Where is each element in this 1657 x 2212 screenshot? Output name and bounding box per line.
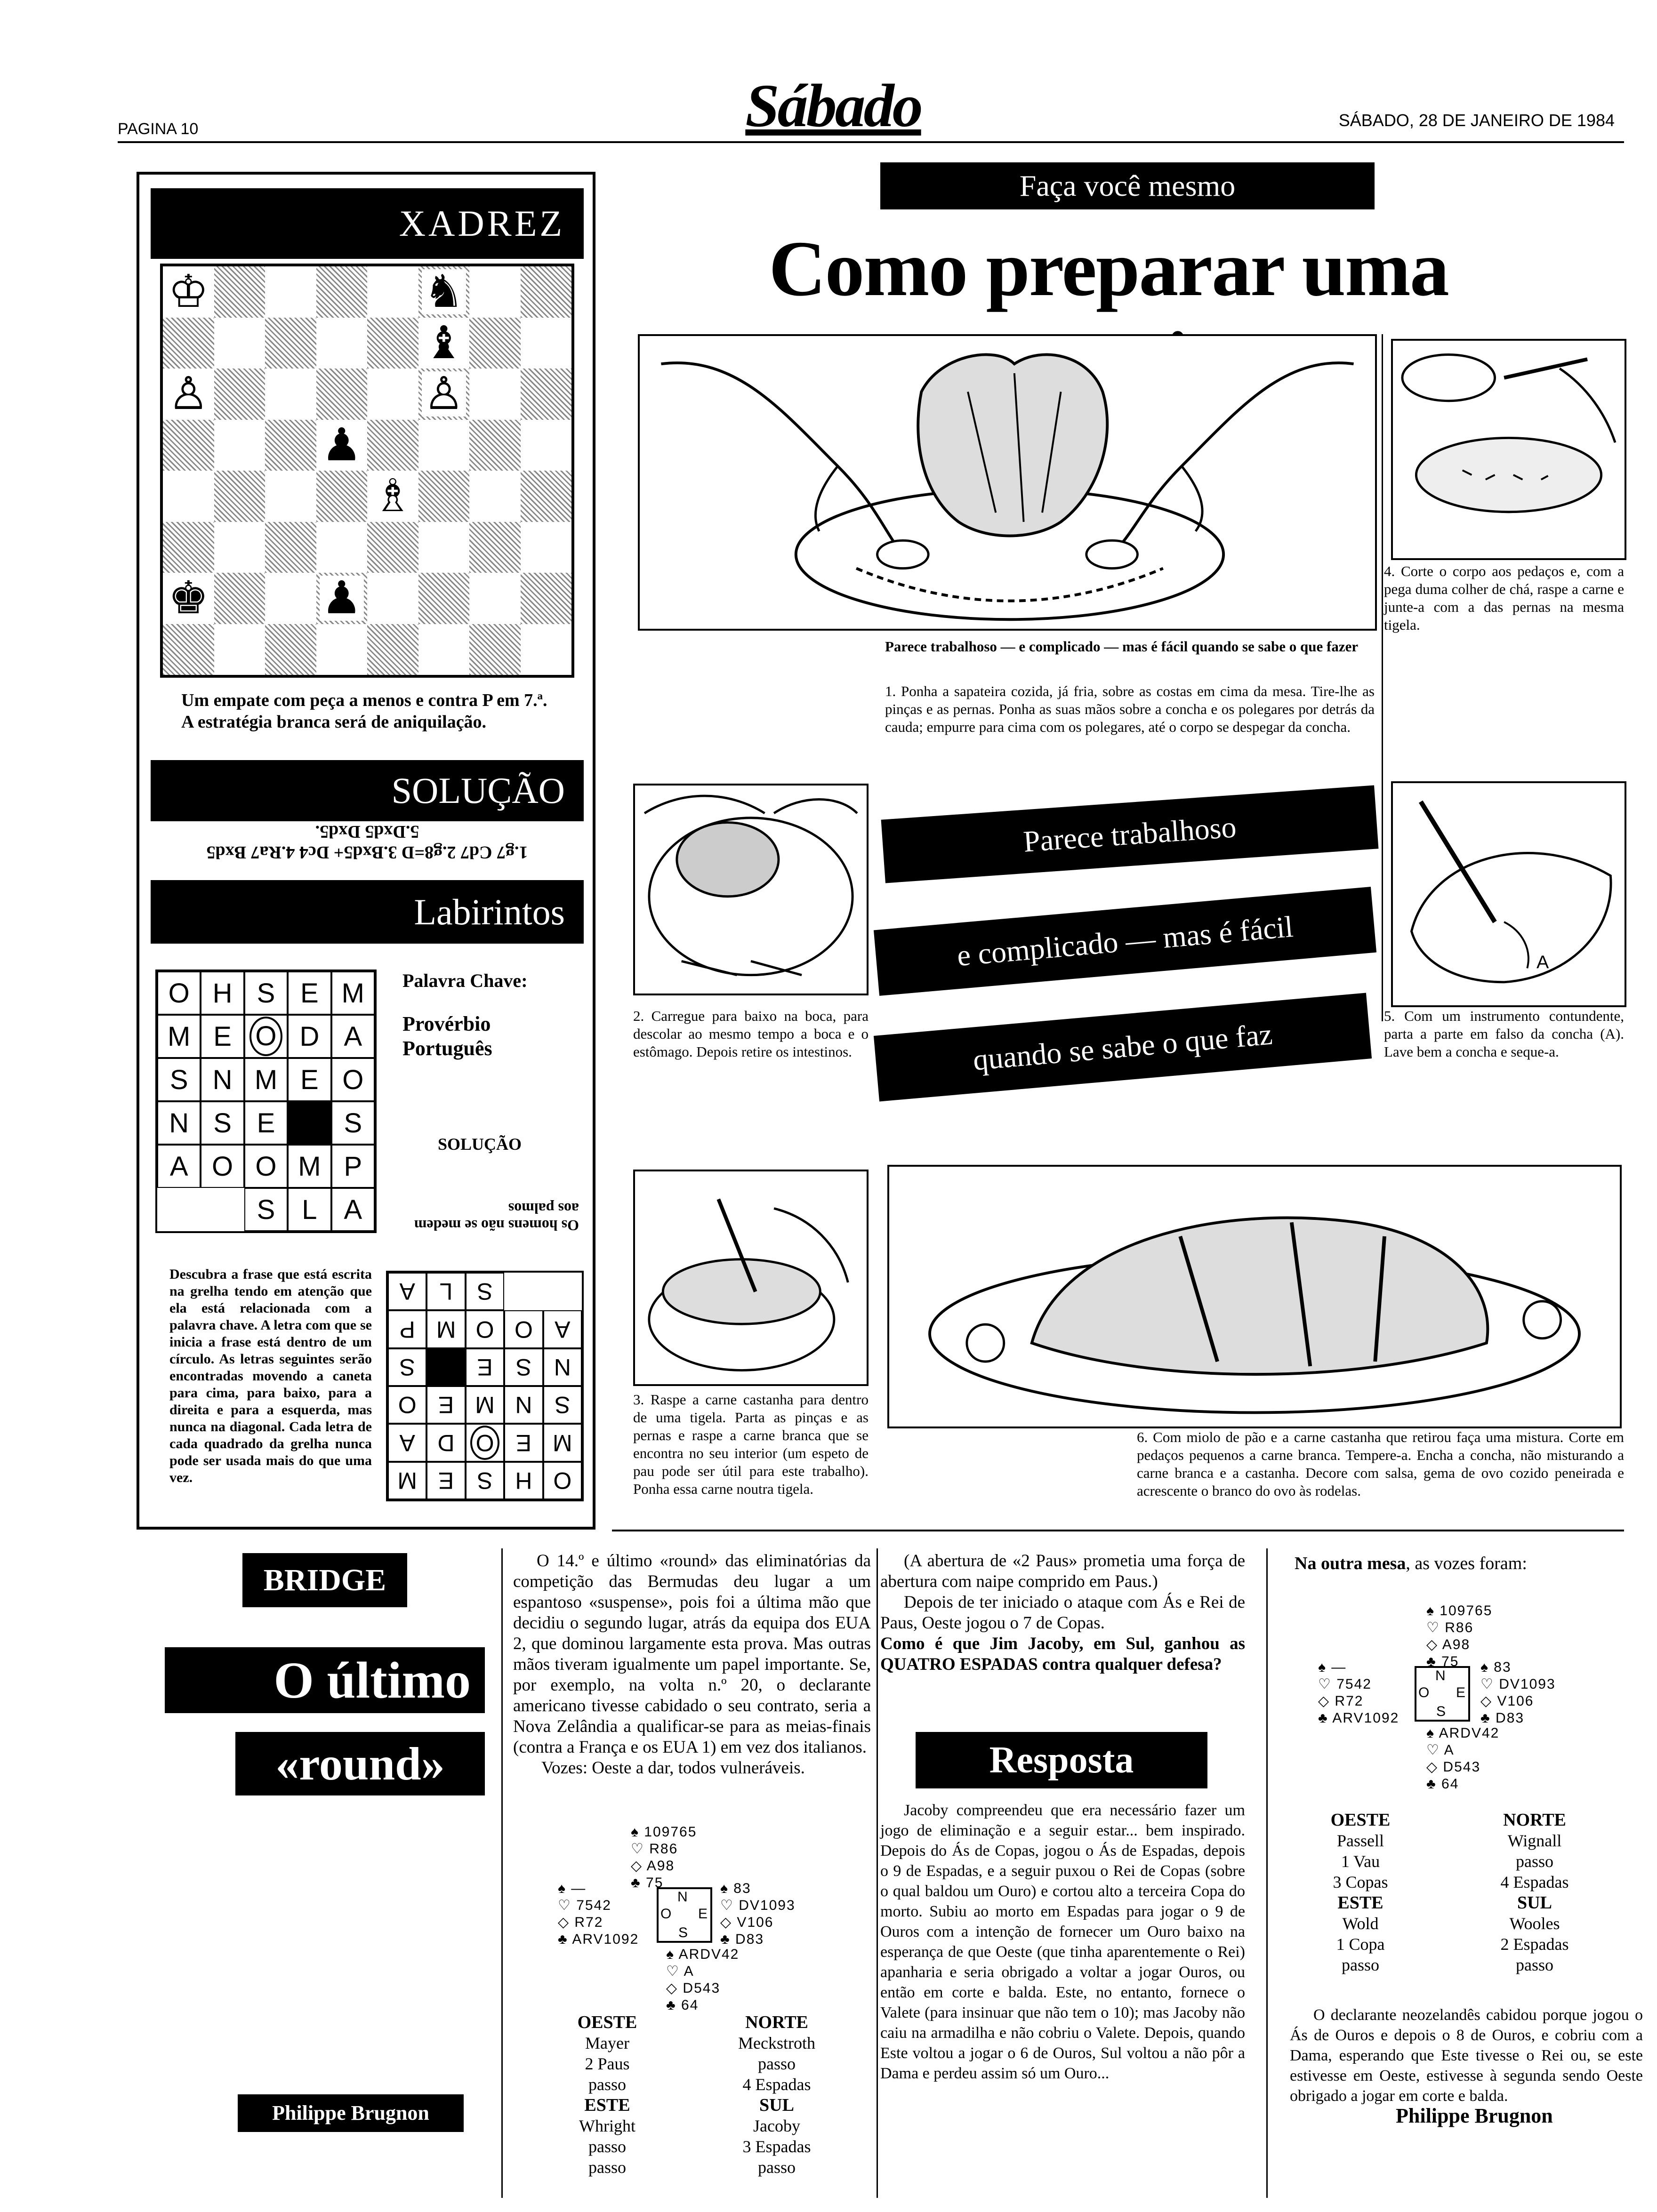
bid-header-oeste: OESTE xyxy=(1330,1810,1391,1830)
bridge-lead: Depois de ter iniciado o ataque com Ás e Rei de Paus, Oeste jogou o 7 de Copas. xyxy=(880,1593,1245,1633)
chess-square xyxy=(163,266,214,318)
maze-cell: M xyxy=(388,1462,426,1499)
bridge-section-title: BRIDGE xyxy=(242,1553,407,1607)
chess-square xyxy=(418,522,470,573)
chess-square xyxy=(367,369,418,420)
article-headline: Como preparar uma xyxy=(769,225,1448,313)
chess-square xyxy=(469,624,521,675)
maze-cell: M xyxy=(543,1424,582,1461)
chess-square xyxy=(265,318,316,369)
column-rule xyxy=(877,1548,878,2198)
chess-square xyxy=(521,369,572,420)
bridge-closing: O declarante neozelandês cabidou porque jogou o Ás de Ouros e depois o 8 de Ouros, e cobriu com a Dama, esperando que Este tivesse o Rei ou, se este estivesse em Oeste, estivesse à segunda sendo Oeste obrigado a jogar em corte e balda. xyxy=(1290,2006,1643,2105)
hand-line: ♣ 64 xyxy=(666,1997,699,2013)
chess-square xyxy=(214,624,265,675)
compass-w: O xyxy=(1418,1685,1430,1700)
white-pawn-icon: ♙ xyxy=(166,371,210,417)
maze-cell: M xyxy=(288,1145,331,1188)
maze-cell: S xyxy=(504,1348,543,1386)
maze-cell xyxy=(504,1273,543,1310)
hand-west-2 xyxy=(1318,1659,1399,1727)
hand-line: ♣ D83 xyxy=(720,1931,764,1947)
black-bishop-icon: ♝ xyxy=(422,321,466,366)
bid-cell: passo xyxy=(1516,1956,1553,1974)
author-byline: Philippe Brugnon xyxy=(238,2094,464,2132)
bid-cell: 4 Espadas xyxy=(742,2075,811,2094)
hand-north-1 xyxy=(631,1824,697,1891)
maze-cell: P xyxy=(331,1145,375,1188)
other-table-rest: , as vozes foram: xyxy=(1406,1554,1527,1573)
chess-solution-title: SOLUÇÃO xyxy=(151,760,584,821)
hand-line: ◇ D543 xyxy=(1426,1759,1481,1775)
hand-line: ♡ DV1093 xyxy=(720,1898,796,1913)
article-intro: Parece trabalhoso — e complicado — mas é fácil quando se sabe o que fazer xyxy=(885,638,1359,655)
maze-cell: S xyxy=(331,1101,375,1145)
hand-line: ♠ — xyxy=(1318,1659,1347,1675)
step-3-text: 3. Raspe a carne castanha para dentro de uma tigela. Parta as pinças e as pernas e raspe a carne branca que se encontra no seu interior (um espeto de pau pode ser útil para este trabalho). Ponha essa carne noutra tigela. xyxy=(633,1391,869,1497)
chess-square xyxy=(469,369,521,420)
maze-cell: M xyxy=(331,971,375,1015)
maze-cell: M xyxy=(426,1310,465,1348)
chess-square xyxy=(163,318,214,369)
maze-cell: D xyxy=(426,1424,465,1461)
chess-square xyxy=(469,471,521,522)
bid-cell: passo xyxy=(1342,1956,1379,1974)
illustration-step1 xyxy=(638,334,1377,631)
chess-square xyxy=(418,420,470,471)
maze-cell: L xyxy=(288,1188,331,1231)
bid-cell: passo xyxy=(588,2158,626,2177)
maze-cell xyxy=(466,1424,504,1461)
maze-cell: O xyxy=(201,1145,244,1188)
chess-square xyxy=(214,471,265,522)
hand-line: ♠ — xyxy=(558,1881,587,1896)
maze-cell: O xyxy=(244,1145,288,1188)
compass-e: E xyxy=(1456,1685,1465,1700)
bridge-note: (A abertura de «2 Paus» prometia uma força de abertura com naipe comprido em Paus.) xyxy=(880,1551,1245,1591)
maze-cell xyxy=(426,1348,465,1386)
maze-grid xyxy=(155,970,377,1233)
bid-header-norte: NORTE xyxy=(1503,1810,1566,1830)
hand-line: ♡ R86 xyxy=(1426,1620,1474,1635)
hand-south-1 xyxy=(666,1946,739,2014)
hand-east-1 xyxy=(720,1880,796,1948)
chess-square xyxy=(418,266,470,318)
section-banner: Faça você mesmo xyxy=(880,162,1375,209)
chess-square xyxy=(214,420,265,471)
chess-square xyxy=(316,471,368,522)
maze-cell: O xyxy=(157,971,201,1015)
chess-square xyxy=(367,266,418,318)
maze-cell: A xyxy=(331,1015,375,1058)
maze-cell xyxy=(543,1273,582,1310)
bid-cell: passo xyxy=(588,2075,626,2094)
chess-square xyxy=(214,522,265,573)
compass-box-1 xyxy=(657,1887,712,1943)
bid-cell: passo xyxy=(758,2054,796,2073)
maze-cell: N xyxy=(543,1348,582,1386)
illustration-step5 xyxy=(1391,781,1626,1007)
black-pawn-icon: ♟ xyxy=(320,576,364,621)
hand-line: ◇ A98 xyxy=(631,1858,675,1874)
maze-cell: A xyxy=(388,1273,426,1310)
maze-cell xyxy=(201,1188,244,1231)
chess-square xyxy=(521,471,572,522)
bidding-north-south-1 xyxy=(701,2012,852,2178)
white-bishop-icon: ♗ xyxy=(370,473,415,519)
bid-cell: passo xyxy=(758,2158,796,2177)
bid-cell: 1 Vau xyxy=(1341,1852,1380,1871)
illustration-step3 xyxy=(633,1170,869,1386)
author-byline-2: Philippe Brugnon xyxy=(1396,2104,1553,2127)
hand-line: ♠ 109765 xyxy=(1426,1603,1493,1619)
compass-s: S xyxy=(1436,1704,1446,1719)
maze-cell: S xyxy=(157,1058,201,1101)
hand-line: ♡ A xyxy=(666,1964,694,1979)
black-pawn-icon: ♟ xyxy=(320,423,364,468)
bridge-headline-1: O último xyxy=(165,1647,485,1713)
maze-cell: S xyxy=(466,1462,504,1499)
chess-square xyxy=(265,522,316,573)
crab-body-drawing xyxy=(635,785,867,994)
maze-cell: H xyxy=(201,971,244,1015)
chess-square xyxy=(265,369,316,420)
bridge-question: Como é que Jim Jacoby, em Sul, ganhou as QUATRO ESPADAS contra qualquer defesa? xyxy=(880,1634,1245,1674)
maze-cell: N xyxy=(504,1386,543,1424)
bridge-column-2 xyxy=(513,1551,871,1779)
maze-cell: H xyxy=(504,1462,543,1499)
chess-square xyxy=(521,318,572,369)
compass-box-2 xyxy=(1415,1666,1470,1722)
hand-line: ♣ ARV1092 xyxy=(1318,1710,1400,1726)
maze-cell: O xyxy=(543,1462,582,1499)
chess-square xyxy=(418,573,470,624)
black-king-icon: ♚ xyxy=(166,576,210,621)
maze-cell: E xyxy=(426,1462,465,1499)
maze-cell: A xyxy=(331,1188,375,1231)
maze-cell: E xyxy=(288,971,331,1015)
hand-line: ◇ R72 xyxy=(1318,1693,1364,1709)
maze-cell xyxy=(157,1188,201,1231)
label-a: A xyxy=(1536,952,1549,973)
hand-line: ♣ 75 xyxy=(631,1875,664,1891)
white-king-icon: ♔ xyxy=(166,269,210,314)
chess-square xyxy=(521,624,572,675)
bid-cell: Whright xyxy=(579,2116,635,2135)
bid-cell: Passell xyxy=(1336,1831,1384,1850)
hand-line: ◇ D543 xyxy=(666,1980,721,1996)
chess-square xyxy=(316,266,368,318)
maze-cell: N xyxy=(201,1058,244,1101)
step-5-text: 5. Com um instrumento contundente, parta a parte em falso da concha (A). Lave bem a concha e seque-a. xyxy=(1384,1008,1624,1060)
compass-n: N xyxy=(1435,1668,1446,1683)
maze-cell: S xyxy=(244,1188,288,1231)
compass-e: E xyxy=(698,1906,708,1922)
hand-east-2 xyxy=(1480,1659,1556,1727)
chess-square xyxy=(521,266,572,318)
chess-square xyxy=(469,266,521,318)
bid-cell: Wold xyxy=(1342,1914,1379,1933)
maze-cell: P xyxy=(388,1310,426,1348)
chess-square xyxy=(214,266,265,318)
bridge-answer: Jacoby compreendeu que era necessário fazer um jogo de eliminação e a seguir estar... bem inspirado. Depois do Ás de Copas, jogou o Ás de Espadas, depois o 9 de Espadas, e a seguir puxou o Rei de Copas (sobre o qual baldou um Ouro) e cortou alto a terceira Copa do morto. Subiu ao morto em Espadas para jogar o 9 de Ouros com a intenção de fornecer um Ouro baixo na esperança de que Oeste (que tinha aparentemente o Rei) apanharia e seria obrigado a voltar a jogar Ouros, ou então em corte e balda. Este, no entanto, fornece o Valete (para insinuar que não tem o 10); mas Jacoby não caiu na armadilha e não cobriu o Valete. Depois, quando Este voltou a jogar o 6 de Ouros, Sul voltou a não pôr a Dama e perdeu assim só um Ouro... xyxy=(880,1802,1245,2082)
bid-cell: 3 Copas xyxy=(1333,1873,1388,1891)
maze-instructions: Descubra a frase que está escrita na grelha tendo em atenção que ela está relacionada com a palavra chave. A letra com que se inicia a frase está dentro de um círculo. As letras seguintes serão encontradas movendo a caneta para cima, para baixo, para a direita e para a esquerda, mas nunca na diagonal. Cada letra de cada quadrado da grelha nunca pode ser usada mais do que uma vez. xyxy=(169,1266,372,1485)
hand-line: ♣ 64 xyxy=(1426,1776,1459,1792)
hand-line: ♡ DV1093 xyxy=(1480,1676,1556,1692)
bowl-scrape-drawing xyxy=(635,1171,867,1384)
other-table-bold: Na outra mesa xyxy=(1295,1554,1406,1573)
chess-square xyxy=(418,369,470,420)
bidding-west-east-1 xyxy=(537,2012,678,2178)
maze-grid-solution-flipped xyxy=(386,1271,584,1501)
chess-square xyxy=(265,266,316,318)
maze-cell: O xyxy=(388,1386,426,1424)
shell-tool-drawing xyxy=(1393,783,1625,1005)
chess-square xyxy=(469,420,521,471)
page-number: PAGINA 10 xyxy=(118,120,199,138)
chess-board xyxy=(160,264,574,678)
illustration-step2 xyxy=(633,784,869,995)
chess-square xyxy=(469,318,521,369)
chess-square xyxy=(367,318,418,369)
maze-cell: E xyxy=(288,1058,331,1101)
maze-solution-label: SOLUÇÃO xyxy=(438,1135,522,1154)
white-pawn-icon: ♙ xyxy=(422,371,466,417)
bid-cell: passo xyxy=(1516,1852,1553,1871)
maze-cell xyxy=(244,1015,288,1058)
bridge-headline-2: «round» xyxy=(235,1732,485,1795)
chess-square xyxy=(265,573,316,624)
chess-square xyxy=(163,573,214,624)
maze-cell: M xyxy=(244,1058,288,1101)
maze-start-letter: O xyxy=(470,1426,500,1460)
chess-square xyxy=(163,420,214,471)
chess-square xyxy=(316,522,368,573)
maze-cell: E xyxy=(201,1015,244,1058)
hand-line: ◇ V106 xyxy=(1480,1693,1534,1709)
hand-line: ♡ A xyxy=(1426,1742,1455,1758)
bid-cell: 1 Copa xyxy=(1336,1935,1385,1954)
maze-cell: A xyxy=(543,1310,582,1348)
illustration-step4 xyxy=(1391,339,1626,560)
bowl-spoon-drawing xyxy=(1393,341,1625,558)
bid-header-sul: SUL xyxy=(759,2095,794,2115)
chess-square xyxy=(265,624,316,675)
maze-cell xyxy=(288,1101,331,1145)
step-1-text: 1. Ponha a sapateira cozida, já fria, sobre as costas em cima da mesa. Tire-lhe as pinças e as pernas. Ponha as suas mãos sobre a concha e os polegares por detrás da cauda; empurre para cima com os polegares, até o corpo se despegar da concha. xyxy=(885,683,1375,735)
maze-cell: L xyxy=(426,1273,465,1310)
step-6-text: 6. Com miolo de pão e a carne castanha que retirou faça uma mistura. Corte em pedaços pequenos a carne branca. Tempere-a. Encha a concha, não misturando a carne branca e a castanha. Decore com salsa, gema de ovo cozido peneirada e acrescente o branco do ovo às rodelas. xyxy=(1137,1429,1624,1499)
maze-cell: N xyxy=(157,1101,201,1145)
hand-south-2 xyxy=(1426,1725,1499,1793)
maze-cell: E xyxy=(244,1101,288,1145)
bid-cell: passo xyxy=(588,2137,626,2156)
chess-square xyxy=(163,471,214,522)
chess-square xyxy=(418,624,470,675)
maze-cell: D xyxy=(288,1015,331,1058)
column-rule xyxy=(1382,334,1383,1021)
hand-line: ♠ ARDV42 xyxy=(1426,1725,1500,1741)
bid-header-este: ESTE xyxy=(584,2095,630,2115)
masthead-logo: Sábado xyxy=(745,72,921,140)
chess-square xyxy=(418,318,470,369)
bridge-vozes: Vozes: Oeste a dar, todos vulneráveis. xyxy=(541,1758,805,1778)
tagline-banner-3: quando se sabe o que faz xyxy=(874,993,1372,1102)
other-table-heading xyxy=(1295,1553,1527,1574)
hand-line: ♣ ARV1092 xyxy=(558,1931,639,1947)
chess-square xyxy=(163,624,214,675)
compass-n: N xyxy=(677,1889,688,1905)
chess-square xyxy=(316,369,368,420)
maze-cell: E xyxy=(466,1348,504,1386)
header-rule xyxy=(118,141,1624,143)
bid-cell: 3 Espadas xyxy=(742,2137,811,2156)
hand-line: ◇ R72 xyxy=(558,1915,603,1930)
maze-cell: S xyxy=(388,1348,426,1386)
chess-square xyxy=(265,471,316,522)
illustration-step6 xyxy=(887,1165,1622,1428)
chess-square xyxy=(521,522,572,573)
keyword-value: Provérbio Português xyxy=(402,1012,492,1060)
maze-cell: A xyxy=(157,1145,201,1188)
bid-header-sul: SUL xyxy=(1517,1893,1552,1913)
chess-square xyxy=(367,624,418,675)
step-2-text: 2. Carregue para baixo na boca, para descolar ao mesmo tempo a boca e o estômago. Depois retire os intestinos. xyxy=(633,1008,869,1060)
maze-cell: O xyxy=(466,1310,504,1348)
bid-cell: 2 Espadas xyxy=(1500,1935,1569,1954)
chess-square xyxy=(469,522,521,573)
column-rule xyxy=(1266,1548,1268,2198)
maze-cell: S xyxy=(244,971,288,1015)
crab-hands-drawing xyxy=(640,336,1375,629)
maze-cell: A xyxy=(388,1424,426,1461)
bid-header-oeste: OESTE xyxy=(577,2012,637,2032)
chess-caption-line1: Um empate com peça a menos e contra P em 7.ª. xyxy=(181,690,547,710)
hand-line: ♡ 7542 xyxy=(1318,1676,1372,1692)
bid-cell: Mayer xyxy=(585,2034,629,2052)
hand-line: ♡ R86 xyxy=(631,1841,678,1857)
chess-square xyxy=(316,318,368,369)
maze-cell: O xyxy=(331,1058,375,1101)
issue-date: SÁBADO, 28 DE JANEIRO DE 1984 xyxy=(1338,111,1615,130)
chess-square xyxy=(469,573,521,624)
step-4-text: 4. Corte o corpo aos pedaços e, com a pega duma colher de chá, raspe a carne e junte-a com a das pernas na mesma tigela. xyxy=(1384,563,1624,633)
bid-cell: Jacoby xyxy=(753,2116,800,2135)
tagline-banner-1: Parece trabalhoso xyxy=(881,785,1379,883)
chess-square xyxy=(214,318,265,369)
hand-line: ♠ 83 xyxy=(1480,1659,1512,1675)
chess-square xyxy=(163,369,214,420)
maze-cell: S xyxy=(543,1386,582,1424)
maze-cell: S xyxy=(201,1101,244,1145)
answer-title: Resposta xyxy=(916,1732,1207,1788)
bid-cell: 4 Espadas xyxy=(1500,1873,1569,1891)
maze-section-title: Labirintos xyxy=(151,880,584,944)
chess-square xyxy=(265,420,316,471)
chess-caption-line2: A estratégia branca será de aniquilação. xyxy=(181,712,487,732)
maze-cell: O xyxy=(504,1310,543,1348)
chess-section-title: XADREZ xyxy=(151,188,584,259)
dressed-crab-drawing xyxy=(889,1167,1620,1427)
bid-cell: Wignall xyxy=(1507,1831,1562,1850)
compass-s: S xyxy=(678,1925,688,1940)
bid-cell: Meckstroth xyxy=(738,2034,815,2052)
column-rule xyxy=(501,1548,503,2198)
hand-line: ♠ 109765 xyxy=(631,1824,697,1840)
chess-square xyxy=(521,573,572,624)
hand-line: ◇ V106 xyxy=(720,1915,774,1930)
bid-header-este: ESTE xyxy=(1337,1893,1384,1913)
hand-line: ♠ 83 xyxy=(720,1881,751,1896)
compass-w: O xyxy=(660,1906,672,1922)
hand-line: ♣ 75 xyxy=(1426,1654,1459,1669)
bid-header-norte: NORTE xyxy=(745,2012,808,2032)
maze-cell: E xyxy=(426,1386,465,1424)
bid-cell: Wooles xyxy=(1509,1914,1560,1933)
bid-cell: 2 Paus xyxy=(585,2054,630,2073)
bridge-intro-paragraph: O 14.º e último «round» das eliminatórias da competição das Bermudas deu lugar a um espantoso «suspense», pois foi a última mão que decidiu o segundo lugar, atrás da equipa dos EUA 2, que dominou largamente esta prova. Mas outras mãos tiveram igualmente um papel importante. Se, por exemplo, na volta n.º 20, o declarante americano tivesse cabidado o seu contrato, seria a Nova Zelândia a qualificar-se para as meias-finais (contra a França e os EUA 1) em vez dos italianos. xyxy=(513,1551,871,1757)
maze-start-letter: O xyxy=(249,1017,282,1056)
hand-line: ♠ ARDV42 xyxy=(666,1947,740,1962)
chess-solution-line1: 1.g7 Cd7 2.g8=D 3.Bxd5+ Dc4 4.Ra7 Bxd5 xyxy=(206,842,528,862)
chess-square xyxy=(316,420,368,471)
maze-cell: M xyxy=(466,1386,504,1424)
chess-square xyxy=(214,369,265,420)
chess-square xyxy=(367,471,418,522)
hand-line: ♡ 7542 xyxy=(558,1898,611,1913)
chess-square xyxy=(367,420,418,471)
chess-solution-upside-down xyxy=(160,821,574,863)
maze-cell: S xyxy=(466,1273,504,1310)
maze-cell: M xyxy=(157,1015,201,1058)
chess-square xyxy=(214,573,265,624)
bidding-north-south-2 xyxy=(1464,1810,1605,1975)
chess-solution-line2: 5.Dxd5 Dxd5. xyxy=(315,822,419,842)
tagline-banner-2: e complicado — mas é fácil xyxy=(874,887,1376,996)
chess-square xyxy=(316,573,368,624)
maze-cell: E xyxy=(504,1424,543,1461)
hand-line: ◇ A98 xyxy=(1426,1637,1471,1652)
hand-west-1 xyxy=(558,1880,639,1948)
bridge-column-3 xyxy=(880,1551,1245,1675)
black-knight-icon: ♞ xyxy=(422,269,466,314)
chess-caption xyxy=(162,689,577,733)
chess-square xyxy=(367,573,418,624)
bidding-west-east-2 xyxy=(1290,1810,1431,1975)
chess-square xyxy=(418,471,470,522)
hand-line: ♣ D83 xyxy=(1480,1710,1525,1726)
chess-square xyxy=(521,420,572,471)
maze-answer-upside-down: Os homens não se medem aos palmos xyxy=(414,1200,579,1234)
article-bottom-rule xyxy=(612,1530,1624,1531)
chess-square xyxy=(163,522,214,573)
chess-square xyxy=(316,624,368,675)
keyword-label: Palavra Chave: xyxy=(402,970,528,991)
chess-square xyxy=(367,522,418,573)
